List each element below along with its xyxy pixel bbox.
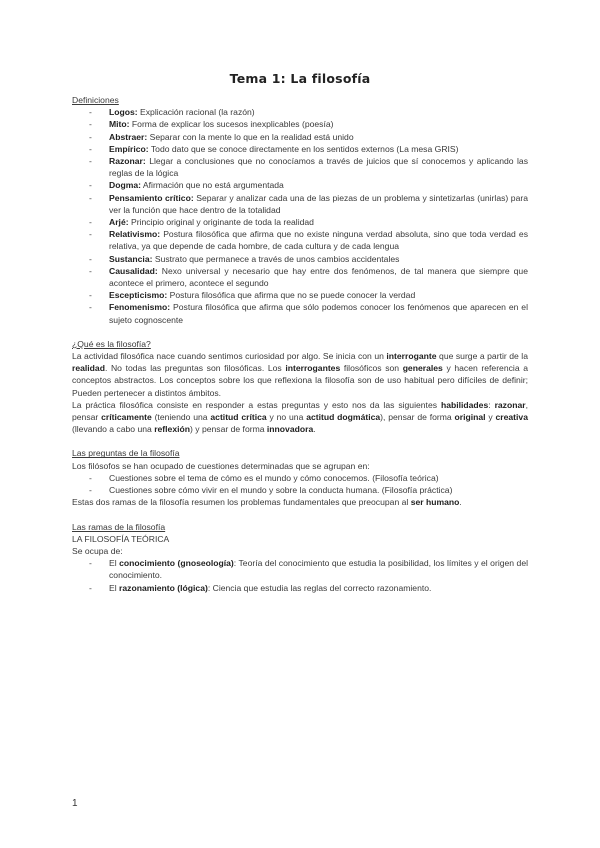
bold-term: creativa xyxy=(495,412,528,423)
bold-term: interrogantes xyxy=(285,363,341,374)
definition-text: Forma de explicar los sucesos inexplicables (poesía) xyxy=(129,119,334,130)
dash: - xyxy=(89,156,92,167)
text-span: (teniendo una xyxy=(151,412,211,423)
ramas-item xyxy=(72,557,528,581)
text-span: filosóficos son xyxy=(340,363,403,374)
text-span: Estas dos ramas de la filosofía resumen los problemas fundamentales que preocupan al xyxy=(72,497,411,508)
definition-term: Escepticismo: xyxy=(109,290,168,301)
bold-term: ser humano xyxy=(410,497,460,508)
definition-text: Principio original y originante de toda la realidad xyxy=(128,217,314,228)
dash: - xyxy=(89,143,92,154)
bold-term: razonar xyxy=(494,399,526,410)
dash: - xyxy=(89,472,92,483)
definitions-heading: Definiciones xyxy=(72,95,119,105)
bold-term: razonamiento (lógica) xyxy=(119,582,208,593)
dash: - xyxy=(89,131,92,142)
definition-item xyxy=(72,228,528,252)
text-span: y hacen referencia a conceptos abstractos. Los conceptos sobre los que reflexiona la filosofía son de uso habitual pero difíciles de definir; Pueden pertenecer a distintos ámbitos. xyxy=(72,363,528,398)
definition-term: Mito: xyxy=(109,119,130,130)
definition-term: Logos: xyxy=(109,107,138,118)
text-span: : Ciencia que estudia las reglas del correcto razonamiento. xyxy=(207,582,432,593)
bold-term: generales xyxy=(402,363,443,374)
dash: - xyxy=(89,290,92,301)
preguntas-intro: Los filósofos se han ocupado de cuestiones determinadas que se agrupan en: xyxy=(72,460,370,471)
preguntas-item xyxy=(72,472,528,484)
preguntas-outro xyxy=(72,496,528,508)
bold-term: original xyxy=(454,412,486,423)
definition-term: Abstraer: xyxy=(109,131,148,142)
definition-term: Razonar: xyxy=(109,156,146,167)
dash: - xyxy=(89,302,92,313)
definition-item xyxy=(72,192,528,216)
ramas-intro: Se ocupa de: xyxy=(72,545,123,556)
text-span: y no una xyxy=(266,412,307,423)
preguntas-item xyxy=(72,484,528,496)
text-span: La práctica filosófica consiste en responder a estas preguntas y esto nos da las siguientes xyxy=(72,399,441,410)
bold-term: reflexión xyxy=(154,424,191,435)
definition-item xyxy=(72,253,528,265)
text-span: (llevando a cabo una xyxy=(72,424,155,435)
ramas-heading: Las ramas de la filosofía xyxy=(72,521,166,532)
definition-text: Llegar a conclusiones que no conocíamos a través de juicios que sí conocemos y aplicando las reglas de la lógica xyxy=(109,156,528,179)
que-es-paragraph-2 xyxy=(72,399,528,436)
dash: - xyxy=(89,253,92,264)
definition-item xyxy=(72,301,528,325)
ramas-item xyxy=(72,582,528,594)
preguntas-heading: Las preguntas de la filosofía xyxy=(72,448,180,459)
dash: - xyxy=(89,558,92,569)
definition-item xyxy=(72,216,528,228)
bold-term: realidad xyxy=(72,363,105,374)
text-span: , pensar xyxy=(72,399,528,423)
text-span: La actividad filosófica nace cuando sentimos curiosidad por algo. Se inicia con un xyxy=(72,351,387,362)
definition-text: Postura filosófica que afirma que no existe ninguna verdad absoluta, sino que toda verdad es relativa, ya que depende de cada hombre, de cada cultura y de cada lengua xyxy=(109,229,528,252)
definition-term: Pensamiento crítico: xyxy=(109,192,194,203)
text-span: ), pensar de forma xyxy=(380,412,455,423)
que-es-paragraph-1 xyxy=(72,350,528,399)
bold-term: actitud dogmática xyxy=(306,412,381,423)
definition-item xyxy=(72,131,528,143)
definition-text: Afirmación que no está argumentada xyxy=(141,180,284,191)
definition-term: Causalidad: xyxy=(109,265,158,276)
definition-item xyxy=(72,289,528,301)
dash: - xyxy=(89,107,92,118)
definition-term: Empírico: xyxy=(109,143,149,154)
preguntas-list xyxy=(72,472,528,496)
bold-term: críticamente xyxy=(101,412,152,423)
bold-term: habilidades xyxy=(440,399,489,410)
page-number: 1 xyxy=(72,798,78,809)
definition-text: Separar con la mente lo que en la realidad está unido xyxy=(147,131,354,142)
dash: - xyxy=(89,485,92,496)
definition-text: Postura filosófica que afirma que no se puede conocer la verdad xyxy=(167,290,416,301)
bold-term: actitud crítica xyxy=(210,412,267,423)
definition-term: Dogma: xyxy=(109,180,141,191)
definitions-list xyxy=(72,106,528,326)
ramas-list xyxy=(72,557,528,594)
definition-text: Explicación racional (la razón) xyxy=(137,107,255,118)
definition-item xyxy=(72,143,528,155)
definition-term: Fenomenismo: xyxy=(109,302,171,313)
text-span: ) y pensar de forma xyxy=(190,424,267,435)
dash: - xyxy=(89,119,92,130)
definition-text: Todo dato que se conoce directamente en los sentidos externos (La mesa GRIS) xyxy=(148,143,459,154)
dash: - xyxy=(89,192,92,203)
definition-term: Arjé: xyxy=(109,217,129,228)
ramas-subheading: LA FILOSOFÍA TEÓRICA xyxy=(72,533,170,544)
dash: - xyxy=(89,582,92,593)
text-span: y xyxy=(485,412,496,423)
bold-term: conocimiento (gnoseología) xyxy=(119,558,234,569)
definition-term: Sustancia: xyxy=(109,253,153,264)
dash: - xyxy=(89,229,92,240)
document-page xyxy=(72,72,528,594)
definition-item xyxy=(72,265,528,289)
text-span: : xyxy=(488,399,495,410)
text-span: El xyxy=(109,582,120,593)
dash: - xyxy=(89,265,92,276)
dash: - xyxy=(89,217,92,228)
definition-text: Nexo universal y necesario que hay entre dos fenómenos, de tal manera que siempre que acontece el primero, acontece el segundo xyxy=(109,265,528,289)
text-span: El xyxy=(109,558,120,569)
definition-term: Relativismo: xyxy=(109,229,161,240)
definition-text: Sustrato que permanece a través de unos cambios accidentales xyxy=(152,253,400,264)
text-span: que surge a partir de la xyxy=(436,351,528,362)
definition-text: Separar y analizar cada una de las piezas de un problema y sintetizarlas (unirlas) para ver la función que hace dentro de la totalidad xyxy=(109,192,528,215)
que-es-heading: ¿Qué es la filosofía? xyxy=(72,338,151,349)
text-span: . xyxy=(459,497,462,508)
definition-item xyxy=(72,155,528,179)
text-span: : Teoría del conocimiento que estudia la posibilidad, los límites y el origen del conocimiento. xyxy=(109,558,529,581)
definition-item xyxy=(72,106,528,118)
preguntas-item-text: Cuestiones sobre el tema de cómo es el mundo y cómo conocemos. (Filosofía teórica) xyxy=(109,472,439,483)
dash: - xyxy=(89,180,92,191)
text-span: . No todas las preguntas son filosóficas. Los xyxy=(104,363,286,374)
bold-term: interrogante xyxy=(386,351,437,362)
page-title: Tema 1: La filosofía xyxy=(229,71,371,86)
definition-text: Postura filosófica que afirma que sólo podemos conocer los fenómenos que aparecen en el sujeto cognoscente xyxy=(109,302,528,325)
preguntas-item-text: Cuestiones sobre cómo vivir en el mundo y sobre la conducta humana. (Filosofía práctica) xyxy=(109,485,453,496)
bold-term: innovadora xyxy=(266,424,314,435)
definition-item xyxy=(72,118,528,130)
definition-item xyxy=(72,179,528,191)
text-span: . xyxy=(313,424,316,435)
